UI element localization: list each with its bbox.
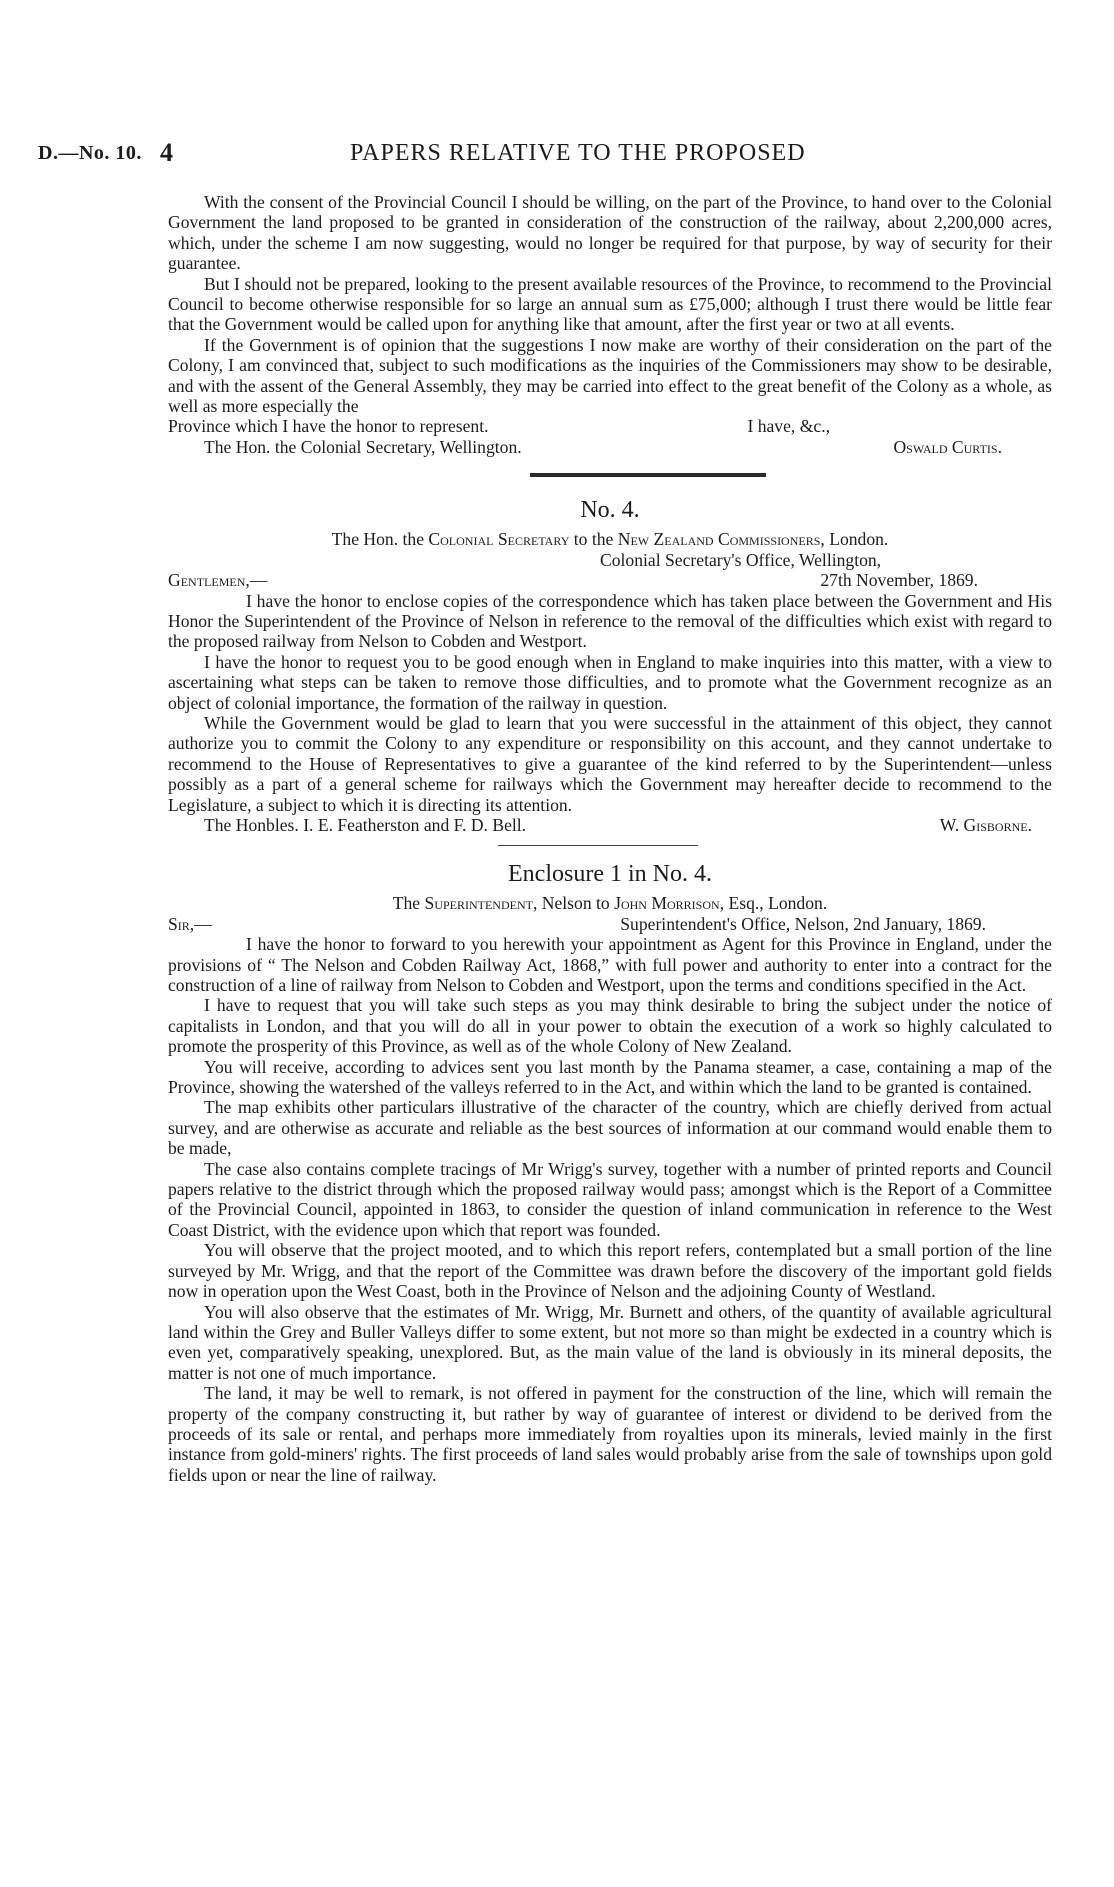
- closing-line: [168, 416, 1052, 436]
- addressee: The Honbles. I. E. Featherston and F. D. Bell.: [204, 814, 527, 835]
- page-header: [38, 138, 1078, 172]
- paragraph: But I should not be prepared, looking to the present available resources of the Province, to recommend to the Provincial Council to become otherwise responsible for so large an annual sum as £75,000; although I trust there would be little fear that the Government would be called upon for anything like that amount, after the first year or two at all events.: [168, 273, 1052, 335]
- salutation: Gentlemen,—: [168, 570, 268, 591]
- letter-heading: No. 4.: [580, 497, 640, 524]
- letter-subtitle: The Hon. the Colonial Secretary to the New Zealand Commissioners, London.: [331, 529, 889, 550]
- paragraph: I have to request that you will take such steps as you may think desirable to bring the subject under the notice of capitalists in London, and that you will do all in your power to obtain the execution of a work so highly calculated to promote the prosperity of this Province, as well as of the whole Colony of New Zealand.: [168, 995, 1052, 1057]
- paragraph: While the Government would be glad to learn that you were successful in the attainment of this object, they cannot authorize you to commit the Colony to any expenditure or responsibility on this account, and they cannot undertake to recommend to the House of Representatives to give a guarantee of the kind referred to by the Superintendent—unless possibly as a part of a general scheme for railways which the Government may hereafter decide to recommend to the Legislature, a subject to which it is directing its attention.: [168, 712, 1052, 815]
- paragraph: You will receive, according to advices sent you last month by the Panama steamer, a case, containing a map of the Province, showing the watershed of the valleys referred to in the Act, and within which the land to be granted is contained.: [168, 1056, 1052, 1098]
- paragraph: You will observe that the project mooted, and to which this report refers, contemplated but a small portion of the line surveyed by Mr. Wrigg, and that the report of the Committee was drawn before the discovery of the important gold fields now in operation upon the West Coast, both in the Province of Nelson and the adjoining County of Westland.: [168, 1240, 1052, 1302]
- sender-office: Colonial Secretary's Office, Wellington,: [600, 549, 882, 570]
- document-reference: D.—No. 10.: [38, 142, 142, 164]
- document-body: [168, 192, 1052, 1485]
- paragraph: The map exhibits other particulars illustrative of the character of the country, which are chiefly derived from actual survey, and are otherwise as accurate and reliable as the best sources of information at our command would enable them to be made,: [168, 1097, 1052, 1159]
- running-title: PAPERS RELATIVE TO THE PROPOSED: [350, 140, 806, 166]
- salutation-date-row: [168, 570, 1052, 590]
- paragraph: If the Government is of opinion that the suggestions I now make are worthy of their consideration on the part of the Colony, I am convinced that, subject to such modifications as the inquiries of the Commissioners may show to be desirable, and with the assent of the General Assembly, they may be carried into effect to the great benefit of the Colony as a whole, as well as more especially the: [168, 334, 1052, 417]
- divider-rule: [530, 473, 766, 477]
- paragraph: I have the honor to enclose copies of the correspondence which has taken place between the Government and His Honor the Superintendent of the Province of Nelson in reference to the removal of the difficulties which exist with regard to the proposed railway from Nelson to Cobden and Westport.: [168, 590, 1052, 652]
- paragraph: I have the honor to forward to you herewith your appointment as Agent for this Province in England, under the provisions of “ The Nelson and Cobden Railway Act, 1868,” with full power and authority to enter into a contract for the construction of a line of railway from Nelson to Cobden and Westport, upon the terms and conditions specified in the Act.: [168, 934, 1052, 995]
- signature: Oswald Curtis.: [893, 436, 1002, 457]
- signature-line: [168, 815, 1052, 835]
- addressee: The Hon. the Colonial Secretary, Wellington.: [204, 436, 522, 457]
- enclosure-1: [168, 859, 1052, 1485]
- section-divider: [168, 457, 1052, 489]
- paragraph: With the consent of the Provincial Council I should be willing, on the part of the Province, to hand over to the Colonial Government the land proposed to be granted in consideration of the construction of the railway, about 2,200,000 acres, which, under the scheme I am now suggesting, would no longer be required for that purpose, by way of security for their guarantee.: [168, 192, 1052, 274]
- letter-continuation: [168, 192, 1052, 457]
- signature-line: [168, 437, 1052, 457]
- section-divider: [168, 835, 1052, 859]
- paragraph: I have the honor to request you to be good enough when in England to make inquiries into this matter, with a view to ascertaining what steps can be taken to remove those difficulties, and to promote what the Government recognize as an object of colonial importance, the formation of the railway in question.: [168, 651, 1052, 713]
- closing: I have, &c.,: [747, 416, 830, 437]
- enclosure-subtitle: The Superintendent, Nelson to John Morrison, Esq., London.: [392, 893, 828, 914]
- letter-no-4: [168, 495, 1052, 835]
- paragraph: The land, it may be well to remark, is not offered in payment for the construction of the line, which will remain the property of the company constructing it, but rather by way of guarantee of interest or dividend to be derived from the proceeds of its sale or rental, and perhaps more immediately from royalties upon its minerals, levied mainly in the first instance from gold-miners' rights. The first proceeds of land sales would probably arise from the sale of townships upon gold fields upon or near the line of railway.: [168, 1383, 1052, 1485]
- paragraph: You will also observe that the estimates of Mr. Wrigg, Mr. Burnett and others, of the quantity of available agricultural land within the Grey and Buller Valleys differ to some extent, but not more so than might be exdected in a country which is even yet, comparatively speaking, unexplored. But, as the main value of the land is obviously in its mineral deposits, the matter is not one of much importance.: [168, 1301, 1052, 1383]
- enclosure-heading: Enclosure 1 in No. 4.: [508, 861, 712, 888]
- letter-date: 27th November, 1869.: [820, 570, 978, 591]
- salutation: Sir,—: [168, 913, 212, 934]
- page-number: 4: [160, 138, 173, 167]
- paragraph: The case also contains complete tracings of Mr Wrigg's survey, together with a number of printed reports and Council papers relative to the district through which the proposed railway would pass; amongst which is the Report of a Committee of the Provincial Council, appointed in 1863, to consider the question of inland communication in reference to the West Coast District, with the evidence upon which that report was founded.: [168, 1158, 1052, 1240]
- office-date: Superintendent's Office, Nelson, 2nd January, 1869.: [620, 913, 986, 934]
- signature: W. Gisborne.: [939, 814, 1032, 835]
- divider-rule: [498, 845, 698, 846]
- paragraph-end: Province which I have the honor to represent.: [168, 416, 489, 437]
- salutation-date-row: [168, 914, 1052, 934]
